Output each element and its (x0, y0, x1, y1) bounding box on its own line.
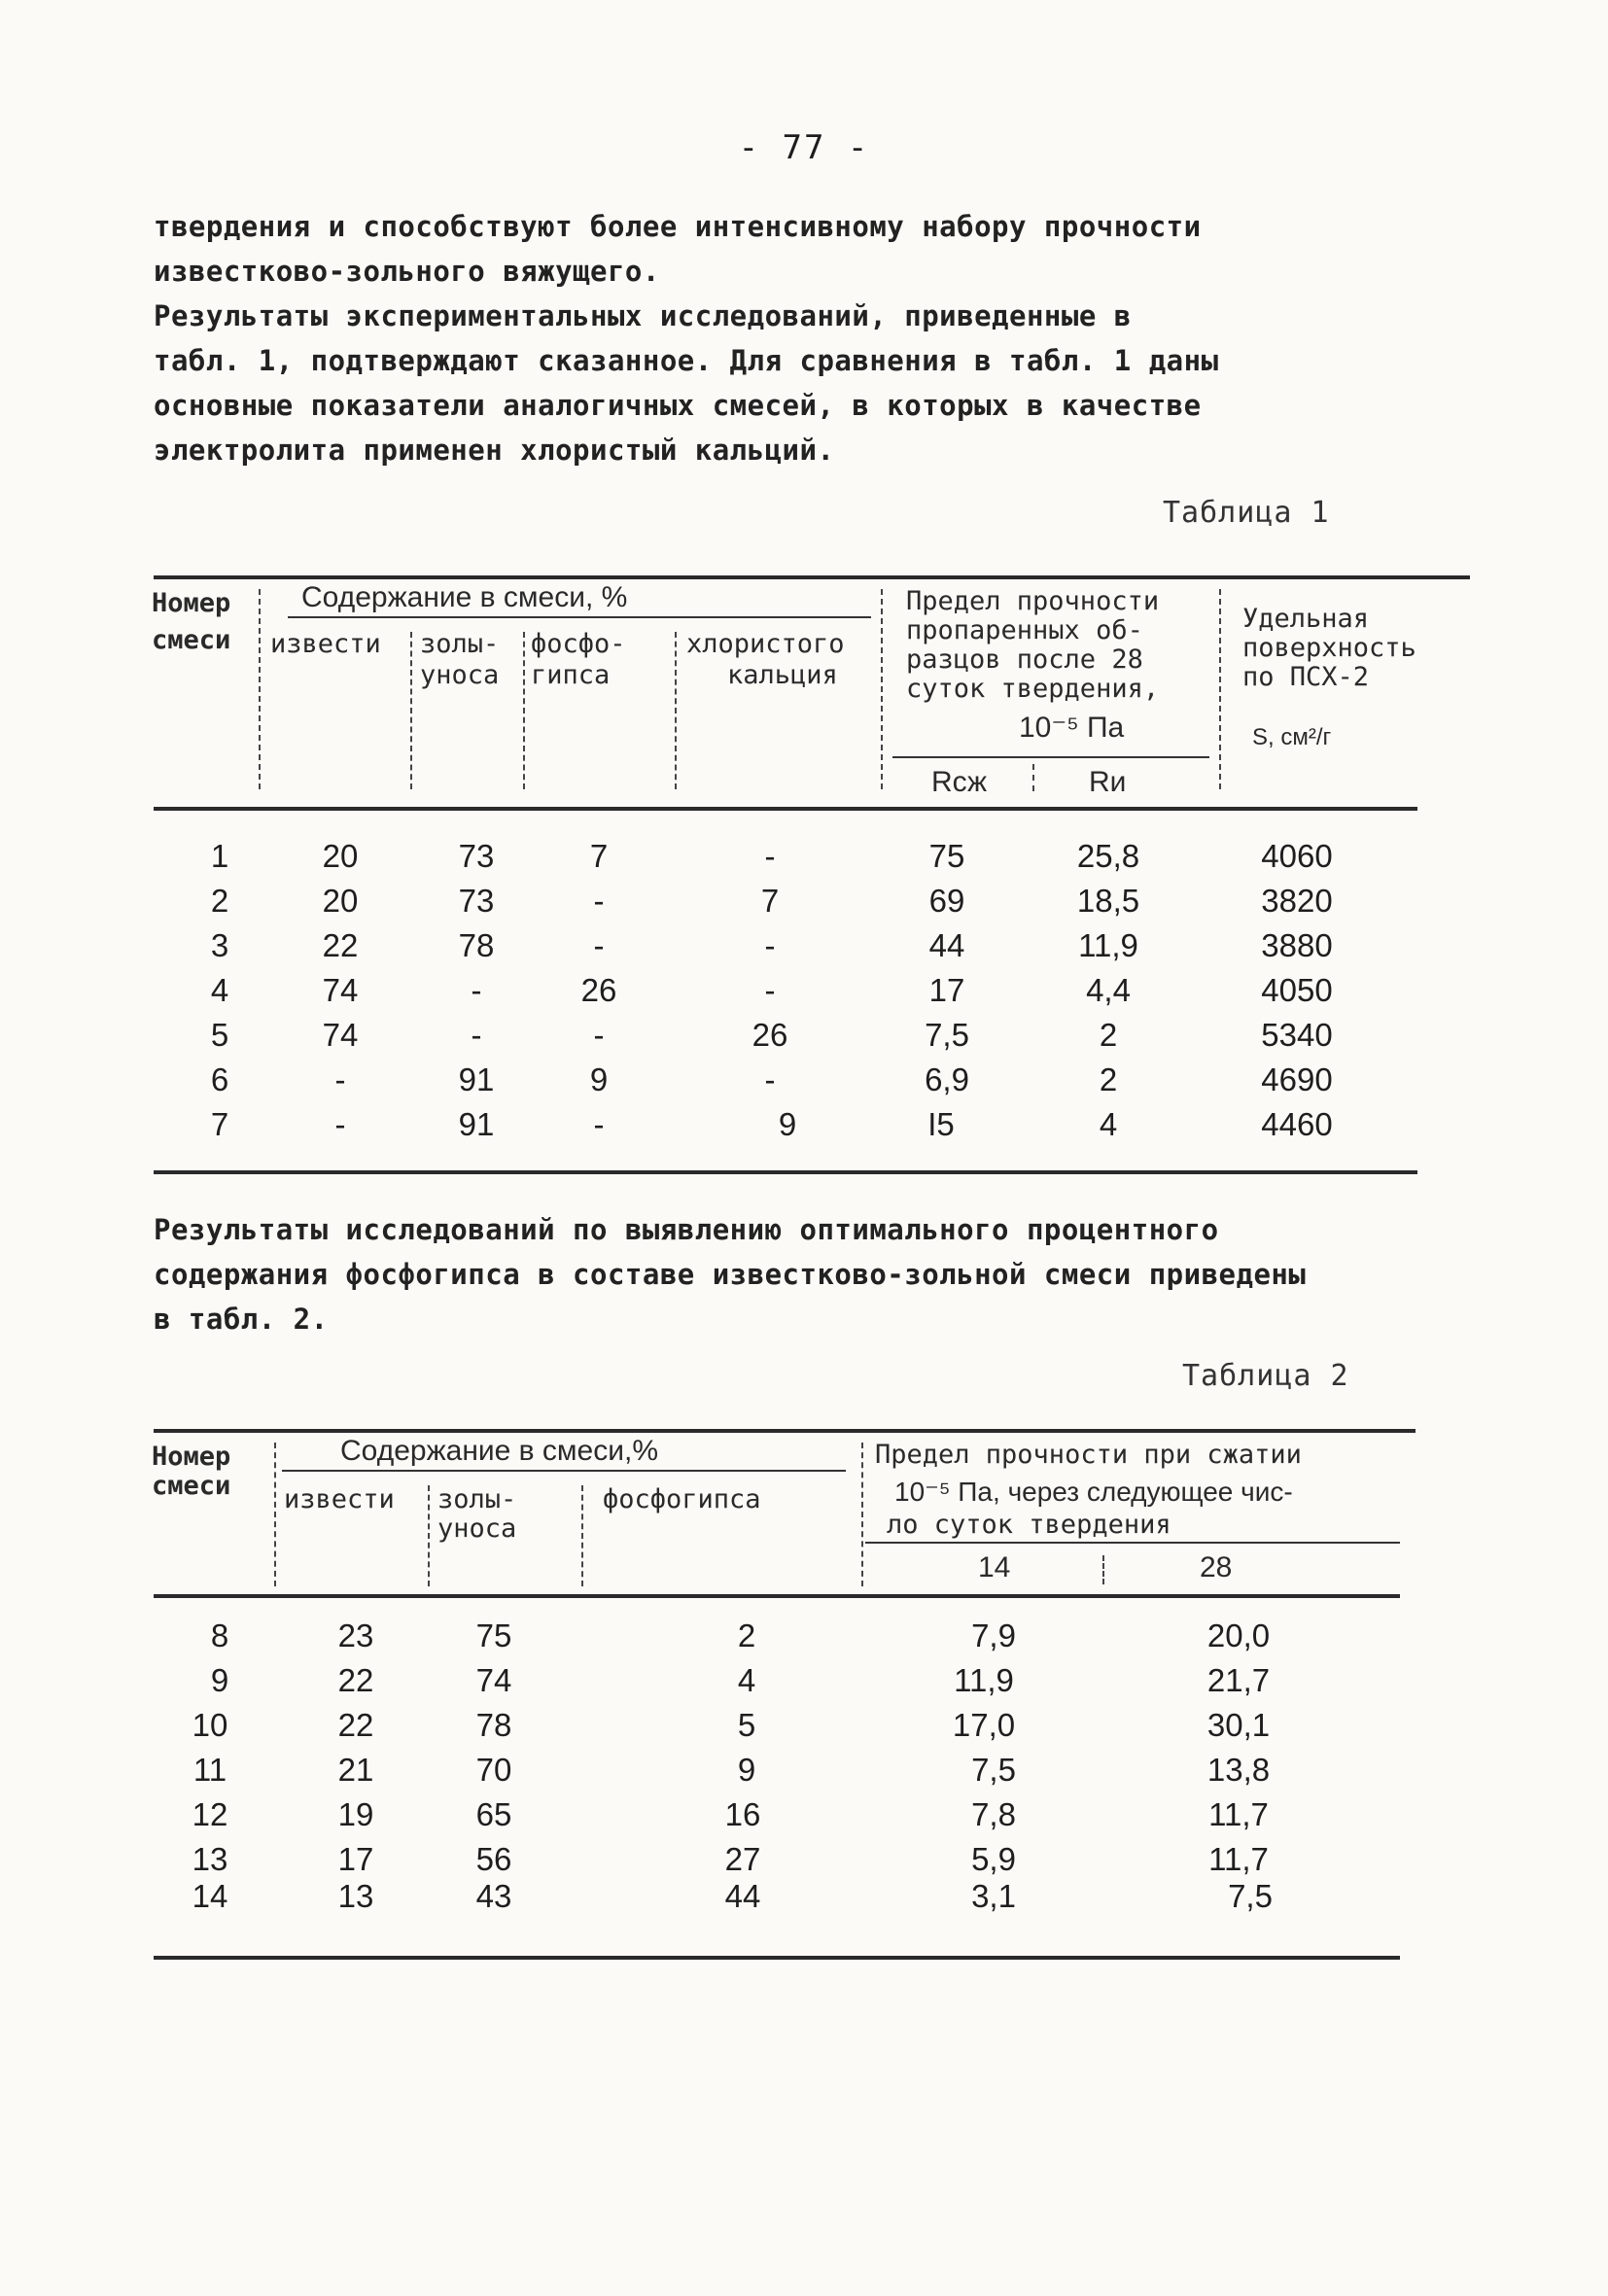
t1-header-number-2: смеси (152, 625, 231, 655)
t1-header-phospho-2: гипса (531, 660, 611, 690)
t1-cell-phospho: - (593, 1017, 605, 1053)
t1-group-underline (288, 616, 871, 618)
t2-header-strength-group: Предел прочности при сжатии (875, 1440, 1302, 1470)
text-line: в табл. 2. (154, 1303, 329, 1336)
t2-cell-phospho: 44 (724, 1878, 761, 1914)
t2-cell-number: 10 (192, 1707, 228, 1743)
t2-sep (274, 1443, 276, 1586)
t1-cell-phospho: 9 (589, 1061, 609, 1097)
t1-header-strength-4: суток твердения, (906, 674, 1160, 704)
t1-cell-surface: 4050 (1261, 972, 1333, 1008)
t2-cell-number: 8 (210, 1618, 229, 1653)
page-number: - 77 - (738, 128, 870, 167)
t1-cell-surface: 3880 (1261, 927, 1333, 963)
t1-header-r-comp: Rсж (931, 766, 988, 798)
t1-cell-lime: 22 (322, 927, 359, 963)
t1-cell-ash: 91 (458, 1061, 495, 1097)
t2-cell-day28: 7,5 (1228, 1878, 1273, 1914)
t1-cell-surface: 3820 (1261, 883, 1333, 919)
t2-cell-day28: 20,0 (1206, 1618, 1271, 1653)
t1-cell-chloride: - (764, 1061, 776, 1097)
t1-header-surface-unit: S, см²/г (1252, 724, 1332, 750)
t1-header-ash-2: уноса (420, 660, 500, 690)
t1-cell-chloride: 26 (752, 1017, 788, 1053)
text-line: табл. 1, подтверждают сказанное. Для сравнения в табл. 1 даны (154, 344, 1219, 377)
t2-cell-ash: 56 (475, 1841, 512, 1877)
t2-cell-number: 14 (192, 1878, 228, 1914)
t1-header-ash-1: золы- (420, 629, 500, 659)
t2-cell-day28: 13,8 (1206, 1752, 1271, 1788)
t2-cell-number: 13 (192, 1841, 228, 1877)
t1-header-phospho-1: фосфо- (531, 629, 626, 659)
t2-cell-number: 11 (192, 1752, 227, 1788)
t2-header-number-1: Номер (152, 1442, 231, 1472)
t2-cell-day14: 11,9 (954, 1662, 1014, 1698)
t1-cell-chloride: - (764, 838, 776, 874)
t1-cell-phospho: 7 (589, 838, 609, 874)
t2-sep (581, 1485, 583, 1586)
table1-bottom-rule (154, 1170, 1417, 1174)
t2-cell-phospho: 27 (724, 1841, 761, 1877)
text-line: известково-зольного вяжущего. (154, 255, 660, 288)
t1-sep (523, 632, 525, 789)
t1-header-lime: извести (270, 629, 381, 659)
t2-cell-day28: 11,7 (1208, 1796, 1269, 1832)
t2-sep (861, 1443, 863, 1586)
t1-cell-phospho: - (593, 927, 605, 963)
t1-cell-r-bend: 11,9 (1078, 927, 1138, 963)
t1-cell-lime: - (334, 1061, 346, 1097)
t2-strength-underline (865, 1542, 1400, 1544)
t2-header-number-2: смеси (152, 1471, 231, 1501)
t2-cell-lime: 19 (337, 1796, 374, 1832)
t1-cell-surface: 5340 (1261, 1017, 1333, 1053)
t2-cell-day14: 7,5 (971, 1752, 1016, 1788)
t2-cell-day14: 3,1 (971, 1878, 1016, 1914)
t2-cell-ash: 70 (475, 1752, 512, 1788)
t1-cell-lime: - (334, 1106, 346, 1142)
t1-cell-ash: - (471, 972, 482, 1008)
text-line: Результаты исследований по выявлению оптимального процентного (154, 1213, 1219, 1246)
t1-strength-underline (892, 756, 1209, 758)
t2-cell-phospho: 9 (737, 1752, 756, 1788)
t1-header-content-group: Содержание в смеси, % (301, 581, 628, 613)
table2-caption: Таблица 2 (1182, 1359, 1349, 1393)
t2-cell-lime: 23 (337, 1618, 374, 1653)
t1-cell-ash: - (471, 1017, 482, 1053)
t2-cell-phospho: 16 (724, 1796, 761, 1832)
table2-top-rule (154, 1429, 1416, 1433)
text-line: электролита применен хлористый кальций. (154, 434, 835, 467)
text-line: основные показатели аналогичных смесей, в которых в качестве (154, 389, 1202, 422)
t1-cell-ash: 73 (458, 883, 495, 919)
t1-cell-phospho: - (593, 1106, 605, 1142)
t2-cell-day28: 21,7 (1206, 1662, 1271, 1698)
t1-cell-r-bend: 2 (1099, 1017, 1118, 1053)
t2-sep (1102, 1555, 1104, 1584)
text-line: твердения и способствуют более интенсивному набору прочности (154, 210, 1202, 243)
t1-sep (410, 632, 412, 789)
t1-cell-r-bend: 4,4 (1086, 972, 1131, 1008)
t2-cell-day14: 5,9 (971, 1841, 1016, 1877)
t1-cell-ash: 73 (458, 838, 495, 874)
t2-header-ash-1: золы- (437, 1484, 517, 1514)
table1-top-rule (154, 575, 1470, 579)
t2-cell-ash: 78 (475, 1707, 512, 1743)
t1-cell-number: 1 (210, 838, 229, 874)
t1-sep (1032, 764, 1034, 791)
t2-header-strength-sub-2: ло суток твердения (887, 1510, 1171, 1540)
t1-cell-r-comp: 69 (928, 883, 965, 919)
t2-cell-day14: 7,8 (971, 1796, 1016, 1832)
t2-header-day14: 14 (978, 1551, 1011, 1583)
t2-cell-lime: 21 (337, 1752, 374, 1788)
t2-cell-lime: 17 (337, 1841, 374, 1877)
results-paragraph (154, 1207, 1417, 1341)
t1-cell-number: 2 (210, 883, 229, 919)
table2-bottom-rule (154, 1956, 1400, 1960)
t2-header-phospho: фосфогипса (603, 1484, 761, 1514)
t1-sep (259, 589, 261, 789)
t1-sep (881, 589, 883, 789)
t1-cell-r-bend: 25,8 (1076, 838, 1140, 874)
t1-cell-surface: 4060 (1261, 838, 1333, 874)
t2-cell-phospho: 2 (737, 1618, 756, 1653)
t1-cell-number: 7 (210, 1106, 229, 1142)
t2-sep (428, 1485, 430, 1586)
t1-header-surface-1: Удельная (1242, 604, 1370, 634)
table2-header-rule (154, 1594, 1400, 1598)
t1-header-chloride-2: кальция (727, 660, 838, 690)
t1-header-strength-unit: 10⁻⁵ Па (1019, 712, 1125, 744)
t2-cell-day14: 7,9 (971, 1618, 1016, 1653)
text-line: содержания фосфогипса в составе известково-зольной смеси приведены (154, 1258, 1307, 1291)
t1-header-strength-1: Предел прочности (906, 586, 1160, 616)
t2-cell-day28: 30,1 (1206, 1707, 1271, 1743)
t1-cell-number: 4 (210, 972, 229, 1008)
t1-cell-lime: 20 (322, 883, 359, 919)
t1-header-strength-2: пропаренных об- (906, 615, 1143, 645)
t1-header-strength-3: разцов после 28 (906, 644, 1143, 675)
t2-group-underline (282, 1470, 846, 1472)
t1-cell-r-comp: 6,9 (925, 1061, 969, 1097)
t2-cell-ash: 74 (475, 1662, 512, 1698)
t2-header-strength-sub-1: 10⁻⁵ Па, через следующее чис- (894, 1477, 1293, 1507)
t2-cell-lime: 22 (337, 1662, 374, 1698)
t1-cell-lime: 74 (322, 1017, 359, 1053)
t1-cell-r-comp: 7,5 (925, 1017, 969, 1053)
t2-cell-number: 12 (192, 1796, 228, 1832)
t1-cell-number: 6 (210, 1061, 229, 1097)
t2-header-lime: извести (284, 1484, 395, 1514)
t2-header-day28: 28 (1200, 1551, 1233, 1583)
t1-cell-lime: 20 (322, 838, 359, 874)
t1-cell-number: 5 (210, 1017, 229, 1053)
t2-cell-phospho: 4 (737, 1662, 756, 1698)
t2-header-ash-2: уноса (437, 1513, 517, 1544)
t1-cell-chloride: - (764, 972, 776, 1008)
t1-header-r-bend: Rи (1089, 766, 1127, 798)
t1-cell-r-bend: 4 (1099, 1106, 1118, 1142)
t1-header-surface-2: поверхность (1242, 633, 1416, 663)
t1-cell-lime: 74 (322, 972, 359, 1008)
t1-cell-ash: 91 (458, 1106, 495, 1142)
t1-sep (1219, 589, 1221, 789)
t1-header-number-1: Номер (152, 588, 231, 618)
intro-paragraph (154, 204, 1417, 472)
text-line: Результаты экспериментальных исследований, приведенные в (154, 299, 1132, 332)
t2-cell-phospho: 5 (737, 1707, 756, 1743)
t2-cell-ash: 65 (475, 1796, 512, 1832)
t1-header-chloride-1: хлористого (686, 629, 845, 659)
table1-header-rule (154, 807, 1417, 811)
t2-cell-number: 9 (210, 1662, 229, 1698)
t1-cell-r-comp: I5 (927, 1106, 955, 1142)
t1-cell-r-comp: 44 (928, 927, 965, 963)
t2-cell-ash: 43 (475, 1878, 512, 1914)
t1-cell-r-bend: 18,5 (1076, 883, 1140, 919)
t1-cell-r-comp: 17 (928, 972, 965, 1008)
t2-header-content-group: Содержание в смеси,% (340, 1435, 659, 1467)
t1-cell-ash: 78 (458, 927, 495, 963)
t2-cell-ash: 75 (475, 1618, 512, 1653)
t1-cell-phospho: 26 (580, 972, 617, 1008)
table1-caption: Таблица 1 (1163, 496, 1330, 530)
t1-cell-r-bend: 2 (1099, 1061, 1118, 1097)
t1-cell-surface: 4690 (1261, 1061, 1333, 1097)
t1-header-surface-3: по ПСХ-2 (1242, 662, 1370, 692)
t1-cell-chloride: 7 (760, 883, 780, 919)
t2-cell-lime: 22 (337, 1707, 374, 1743)
t2-cell-lime: 13 (337, 1878, 374, 1914)
t2-cell-day28: 11,7 (1208, 1841, 1269, 1877)
t2-cell-day14: 17,0 (952, 1707, 1016, 1743)
t1-cell-phospho: - (593, 883, 605, 919)
t1-cell-r-comp: 75 (928, 838, 965, 874)
t1-sep (675, 632, 677, 789)
t1-cell-chloride: - (764, 927, 776, 963)
t1-cell-chloride: 9 (778, 1106, 797, 1142)
t1-cell-number: 3 (210, 927, 229, 963)
t1-cell-surface: 4460 (1261, 1106, 1333, 1142)
